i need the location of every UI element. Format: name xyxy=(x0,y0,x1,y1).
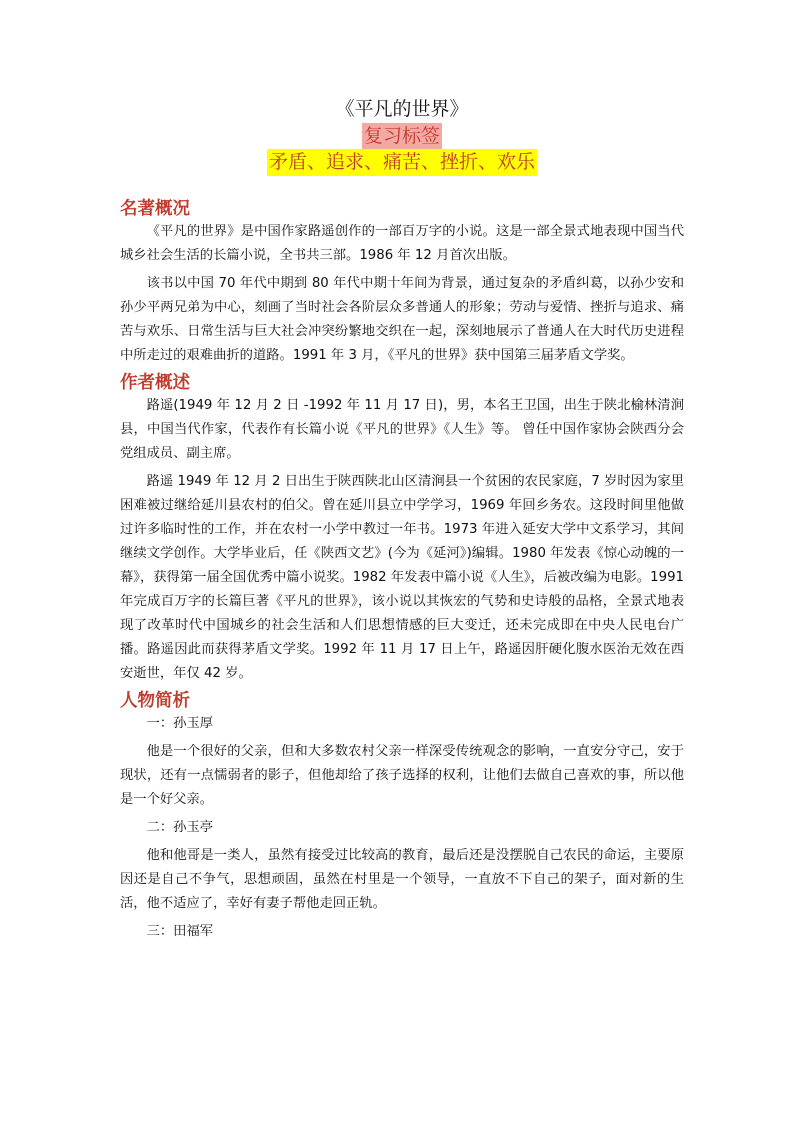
paragraph: 《平凡的世界》是中国作家路遥创作的一部百万字的小说。这是一部全景式地表现中国当代城乡社会生活的长篇小说，全书共三部。1986 年 12 月首次出版。 xyxy=(120,224,684,263)
title-block xyxy=(120,96,684,176)
paragraph: 路遥(1949 年 12 月 2 日 -1992 年 11 月 17 日)，男，本名王卫国，出生于陕北榆林清涧县，中国当代作家，代表作有长篇小说《平凡的世界》《人生》等。 曾任中国作家协会陕西分会党组成员、副主席。 xyxy=(120,398,684,461)
character-description: 他是一个很好的父亲，但和大多数农村父亲一样深受传统观念的影响，一直安分守己，安于现状，还有一点懦弱者的影子，但他却给了孩子选择的权利，让他们去做自己喜欢的事，所以他是一个好父亲。 xyxy=(120,744,684,807)
character-name: 二：孙玉亭 xyxy=(146,820,214,835)
review-label: 复习标签 xyxy=(363,125,440,147)
section-heading: 人物简析 xyxy=(120,691,190,711)
section-characters xyxy=(120,690,684,944)
character-name: 三：田福军 xyxy=(146,924,214,939)
document-page xyxy=(120,96,684,948)
section-heading: 名著概况 xyxy=(120,199,190,219)
keywords-highlight: 矛盾、追求、痛苦、挫折、欢乐 xyxy=(267,149,537,176)
character-description: 他和他哥是一类人，虽然有接受过比较高的教育，最后还是没摆脱自己农民的命运，主要原因还是自己不争气，思想顽固，虽然在村里是一个领导，一直放不下自己的架子，面对新的生活，他不适应了，幸好有妻子帮他走回正轨。 xyxy=(120,848,684,911)
paragraph: 路遥 1949 年 12 月 2 日出生于陕西陕北山区清涧县一个贫困的农民家庭，7 岁时因为家里困难被过继给延川县农村的伯父。曾在延川县立中学学习，1969 年回乡务农。这段时间里他做过许多临时性的工作，并在农村一小学中教过一年书。1973 年进入延安大学中文系学习，其间继续文学创作。大学毕业后，任《陕西文艺》(今为《延河》)编辑。1980 年发表《惊心动魄的一幕》，获得第一届全国优秀中篇小说奖。1982 年发表中篇小说《人生》，后被改编为电影。1991 年完成百万字的长篇巨著《平凡的世界》，该小说以其恢宏的气势和史诗般的品格，全景式地表现了改革时代中国城乡的社会生活和人们思想情感的巨大变迁，还未完成即在中央人民电台广播。路遥因此而获得茅盾文学奖。1992 年 11 月 17 日上午，路遥因肝硬化腹水医治无效在西安逝世，年仅 42 岁。 xyxy=(120,474,684,681)
section-heading: 作者概述 xyxy=(120,373,190,393)
character-name: 一：孙玉厚 xyxy=(146,716,214,731)
paragraph: 该书以中国 70 年代中期到 80 年代中期十年间为背景，通过复杂的矛盾纠葛，以孙少安和孙少平两兄弟为中心，刻画了当时社会各阶层众多普通人的形象；劳动与爱情、挫折与追求、痛苦与欢乐、日常生活与巨大社会冲突纷繁地交织在一起，深刻地展示了普通人在大时代历史进程中所走过的艰难曲折的道路。1991 年 3 月，《平凡的世界》获中国第三届茅盾文学奖。 xyxy=(120,276,684,363)
section-book-overview xyxy=(120,198,684,368)
document-title: 《平凡的世界》 xyxy=(335,98,469,120)
section-author-overview xyxy=(120,372,684,686)
